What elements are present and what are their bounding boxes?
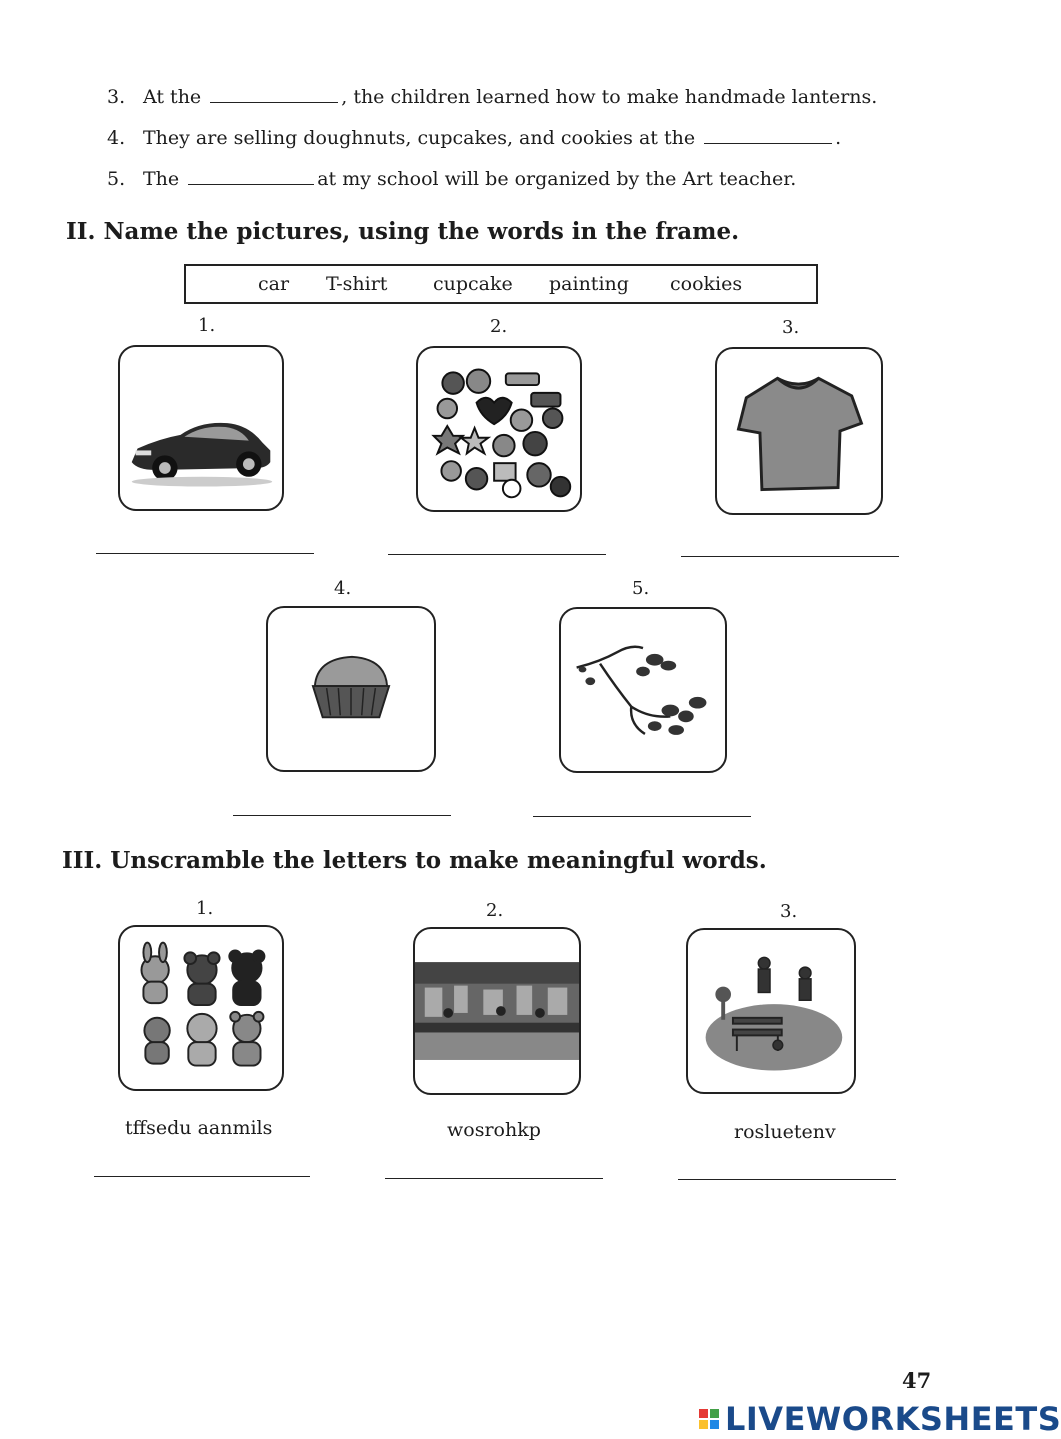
stuffed-animals-icon xyxy=(120,927,282,1089)
sentence-5 xyxy=(107,168,796,190)
word-tshirt: T-shirt xyxy=(326,273,388,295)
sentence-3 xyxy=(107,86,877,108)
picture-number: 4. xyxy=(334,578,352,599)
item-number: 2. xyxy=(486,900,504,921)
page-number: 47 xyxy=(902,1368,932,1393)
picture-number: 2. xyxy=(490,316,508,337)
picture-box-1 xyxy=(118,345,284,511)
answer-line-picture-4[interactable] xyxy=(233,815,451,816)
exercise-3-heading: III. Unscramble the letters to make meaningful words. xyxy=(62,847,767,874)
picture-number: 3. xyxy=(782,317,800,338)
brand-name: LIVEWORKSHEETS xyxy=(725,1400,1061,1438)
sentence-text-before: At the xyxy=(143,86,202,108)
sentence-text-after: at my school will be organized by the Art teacher. xyxy=(317,168,797,190)
sentence-text-after: . xyxy=(835,127,842,149)
sentence-number: 4. xyxy=(107,127,126,149)
scrambled-word-3: rosluetenv xyxy=(734,1121,836,1143)
picture-box-2 xyxy=(416,346,582,512)
liveworksheets-logo-icon xyxy=(698,1408,722,1430)
picture-box-4 xyxy=(266,606,436,772)
painting-icon xyxy=(561,609,725,771)
sentence-number: 5. xyxy=(107,168,126,190)
volunteers-icon xyxy=(688,930,854,1092)
item-number: 1. xyxy=(196,898,214,919)
answer-line-scramble-2[interactable] xyxy=(385,1178,603,1179)
picture-box-3 xyxy=(715,347,883,515)
sentence-4 xyxy=(107,127,841,149)
picture-number: 5. xyxy=(632,578,650,599)
sentence-text-before: The xyxy=(143,168,180,190)
word-frame xyxy=(184,264,818,304)
scrambled-word-1: tffsedu aanmils xyxy=(125,1117,273,1139)
exercise-2-heading: II. Name the pictures, using the words in the frame. xyxy=(66,218,740,245)
workshop-icon xyxy=(415,929,579,1093)
answer-line-picture-1[interactable] xyxy=(96,553,314,554)
scramble-picture-1 xyxy=(118,925,284,1091)
word-painting: painting xyxy=(549,273,629,295)
answer-blank-3[interactable] xyxy=(210,101,338,103)
answer-line-picture-2[interactable] xyxy=(388,554,606,555)
answer-line-picture-3[interactable] xyxy=(681,556,899,557)
word-cookies: cookies xyxy=(670,273,743,295)
cookies-icon xyxy=(418,348,580,510)
car-icon xyxy=(120,347,282,509)
cupcake-icon xyxy=(268,608,434,770)
word-car: car xyxy=(258,273,290,295)
answer-blank-5[interactable] xyxy=(188,183,314,185)
scramble-picture-3 xyxy=(686,928,856,1094)
sentence-number: 3. xyxy=(107,86,126,108)
word-cupcake: cupcake xyxy=(433,273,513,295)
scrambled-word-2: wosrohkp xyxy=(447,1119,541,1141)
sentence-text-after: , the children learned how to make handmade lanterns. xyxy=(341,86,878,108)
picture-number: 1. xyxy=(198,315,216,336)
answer-line-scramble-1[interactable] xyxy=(94,1176,310,1177)
picture-box-5 xyxy=(559,607,727,773)
item-number: 3. xyxy=(780,901,798,922)
answer-line-picture-5[interactable] xyxy=(533,816,751,817)
answer-line-scramble-3[interactable] xyxy=(678,1179,896,1180)
sentence-text-before: They are selling doughnuts, cupcakes, and cookies at the xyxy=(143,127,696,149)
brand-footer xyxy=(698,1400,1061,1438)
tshirt-icon xyxy=(717,349,881,513)
answer-blank-4[interactable] xyxy=(704,142,832,144)
scramble-picture-2 xyxy=(413,927,581,1095)
